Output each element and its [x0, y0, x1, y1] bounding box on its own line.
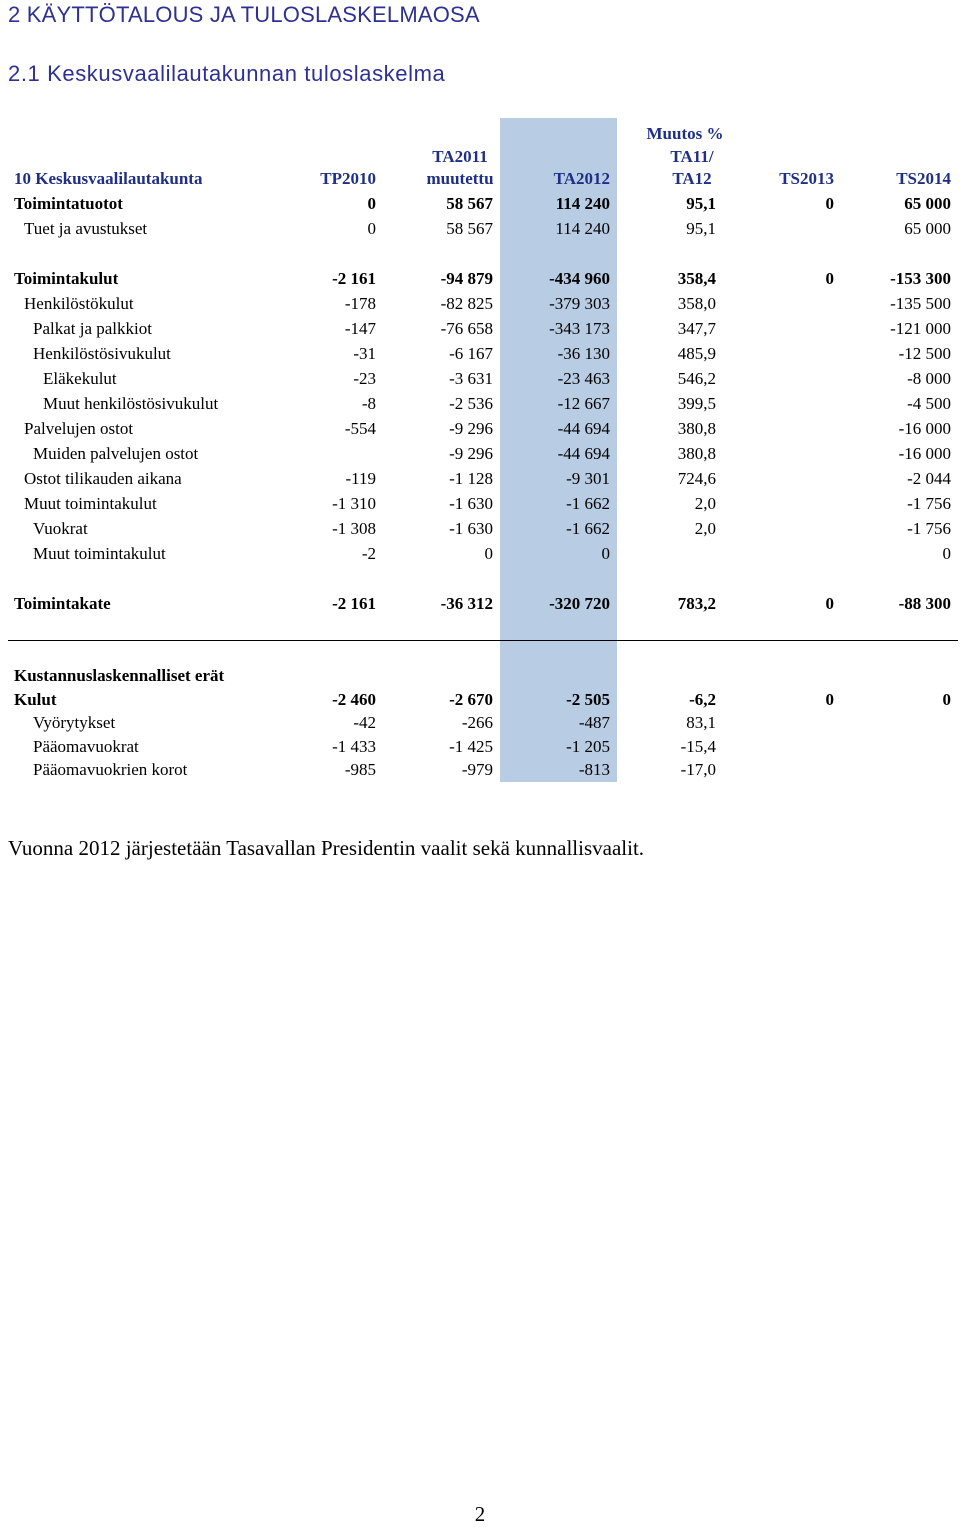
- page-number: 2: [474, 1502, 486, 1526]
- cell-tp2010: -985: [344, 760, 376, 779]
- header-ts2013: TS2013: [779, 169, 834, 188]
- cell-tp2010: 0: [367, 219, 376, 238]
- cell-muutos: 83,1: [686, 713, 716, 732]
- cell-ta2012: 0: [601, 544, 610, 563]
- header-muutos-line3: TA12: [672, 169, 712, 188]
- cell-ta2012: -343 173: [549, 319, 610, 338]
- cell-ta2012: -2 505: [566, 690, 610, 709]
- table-row: [0, 266, 960, 291]
- header-ta2012: TA2012: [553, 169, 610, 188]
- row-label: Muut henkilöstösivukulut: [43, 394, 219, 413]
- cell-ta2012: -434 960: [549, 269, 610, 288]
- cell-ta2011: -1 630: [449, 494, 493, 513]
- header-ta2011-line1: TA2011: [432, 147, 488, 166]
- header-muutos-line2: TA11/: [670, 147, 714, 166]
- cell-ts2014: 0: [942, 544, 951, 563]
- cell-tp2010: 0: [367, 194, 376, 213]
- cell-ta2012: -23 463: [557, 369, 610, 388]
- header-unit-label: 10 Keskusvaalilautakunta: [14, 169, 203, 188]
- row-label: Tuet ja avustukset: [24, 219, 148, 238]
- cell-ts2014: 0: [942, 690, 951, 709]
- cell-ta2011: -82 825: [440, 294, 493, 313]
- cell-ts2014: -16 000: [898, 419, 951, 438]
- cell-tp2010: -2 161: [332, 594, 376, 613]
- cell-ts2014: -2 044: [907, 469, 951, 488]
- row-label: Muut toimintakulut: [24, 494, 157, 513]
- row-label: Vuokrat: [33, 519, 88, 538]
- row-label: Henkilöstösivukulut: [33, 344, 171, 363]
- row-label: Kulut: [14, 690, 57, 709]
- cell-muutos: 2,0: [694, 519, 716, 538]
- table-row: [0, 491, 960, 516]
- cell-muutos: -17,0: [680, 760, 716, 779]
- row-label: Vyörytykset: [33, 713, 116, 732]
- cell-ta2011: -6 167: [449, 344, 493, 363]
- row-label: Muiden palvelujen ostot: [33, 444, 199, 463]
- cell-ta2012: -44 694: [557, 444, 610, 463]
- section-divider: [8, 640, 958, 641]
- cell-ta2012: -1 662: [566, 519, 610, 538]
- cell-ta2012: -44 694: [557, 419, 610, 438]
- table-row: [0, 541, 960, 566]
- document-heading: 2 KÄYTTÖTALOUS JA TULOSLASKELMAOSA: [8, 2, 480, 27]
- table-row-total: [0, 591, 960, 616]
- table-row: [0, 416, 960, 441]
- table-row: [0, 441, 960, 466]
- table-row: [0, 466, 960, 491]
- cell-ta2012: -487: [578, 713, 610, 732]
- row-label: Palkat ja palkkiot: [33, 319, 152, 338]
- cell-tp2010: -119: [345, 469, 376, 488]
- cell-tp2010: -1 308: [332, 519, 376, 538]
- cell-tp2010: -8: [361, 394, 376, 413]
- cell-tp2010: -42: [353, 713, 376, 732]
- cell-muutos: 2,0: [694, 494, 716, 513]
- cell-ta2011: -1 128: [449, 469, 493, 488]
- cell-ts2014: 65 000: [904, 219, 951, 238]
- cell-ts2013: 0: [825, 269, 834, 288]
- table-row: [0, 316, 960, 341]
- row-label: Palvelujen ostot: [24, 419, 134, 438]
- row-label: Henkilöstökulut: [24, 294, 134, 313]
- cell-muutos: 347,7: [677, 319, 716, 338]
- cell-muutos: 783,2: [677, 594, 716, 613]
- cell-muutos: 95,1: [686, 219, 716, 238]
- cell-muutos: 724,6: [677, 469, 716, 488]
- cell-ta2011: -9 296: [449, 444, 493, 463]
- table-row: [0, 366, 960, 391]
- cell-ta2011: -2 536: [449, 394, 493, 413]
- cell-ta2011: -9 296: [449, 419, 493, 438]
- cell-ts2014: -121 000: [890, 319, 951, 338]
- cell-ts2014: -153 300: [890, 269, 951, 288]
- cell-ta2011: -266: [461, 713, 493, 732]
- cell-ta2012: -1 662: [566, 494, 610, 513]
- row-label: Pääomavuokrat: [33, 737, 139, 756]
- cell-tp2010: -31: [353, 344, 376, 363]
- cell-ta2011: -76 658: [440, 319, 493, 338]
- cell-ts2014: -1 756: [907, 519, 951, 538]
- cell-muutos: 399,5: [677, 394, 716, 413]
- cell-ts2013: 0: [825, 594, 834, 613]
- cell-muutos: 358,0: [677, 294, 716, 313]
- cell-tp2010: -178: [344, 294, 376, 313]
- cell-ts2014: -8 000: [907, 369, 951, 388]
- cell-ts2013: 0: [825, 194, 834, 213]
- cell-ta2012: 114 240: [555, 219, 610, 238]
- cell-ta2012: -379 303: [549, 294, 610, 313]
- cell-ts2014: -4 500: [907, 394, 951, 413]
- cell-muutos: 95,1: [686, 194, 716, 213]
- cell-muutos: -6,2: [689, 690, 716, 709]
- cell-ta2011: -979: [461, 760, 493, 779]
- costs-row: [0, 688, 960, 712]
- footnote-text: Vuonna 2012 järjestetään Tasavallan Presidentin vaalit sekä kunnallisvaalit.: [8, 836, 645, 860]
- table-row: [0, 291, 960, 316]
- cell-tp2010: -147: [344, 319, 376, 338]
- cell-ts2014: 65 000: [904, 194, 951, 213]
- cell-ta2011: -1 630: [449, 519, 493, 538]
- cell-ts2014: -135 500: [890, 294, 951, 313]
- cell-ta2011: -1 425: [449, 737, 493, 756]
- cell-muutos: 380,8: [677, 444, 716, 463]
- header-muutos-line1: Muutos %: [646, 124, 724, 143]
- row-label: Pääomavuokrien korot: [33, 760, 188, 779]
- table-row: [0, 391, 960, 416]
- cell-ta2011: -3 631: [449, 369, 493, 388]
- cell-ta2012: -12 667: [557, 394, 610, 413]
- cell-ts2014: -1 756: [907, 494, 951, 513]
- row-label: Toimintatuotot: [14, 194, 123, 213]
- cell-tp2010: -1 433: [332, 737, 376, 756]
- cell-ts2013: 0: [825, 690, 834, 709]
- cell-ts2014: -12 500: [898, 344, 951, 363]
- header-ta2011-line2: muutettu: [426, 169, 494, 188]
- cell-ta2012: 114 240: [555, 194, 610, 213]
- cell-tp2010: -23: [353, 369, 376, 388]
- row-label: Muut toimintakulut: [33, 544, 166, 563]
- cell-ta2012: -9 301: [566, 469, 610, 488]
- costs-row: [0, 711, 960, 735]
- row-label: Ostot tilikauden aikana: [24, 469, 182, 488]
- cell-tp2010: -2 161: [332, 269, 376, 288]
- table-row: [0, 216, 960, 241]
- cell-ta2012: -1 205: [566, 737, 610, 756]
- cell-muutos: 546,2: [677, 369, 716, 388]
- cell-ta2012: -36 130: [557, 344, 610, 363]
- cell-ts2014: -88 300: [898, 594, 951, 613]
- cell-tp2010: -2: [361, 544, 376, 563]
- cell-muutos: 485,9: [677, 344, 716, 363]
- row-label: Toimintakate: [14, 594, 111, 613]
- costs-section-title: [0, 664, 960, 688]
- cell-ts2014: -16 000: [898, 444, 951, 463]
- cell-tp2010: -554: [344, 419, 376, 438]
- header-ts2014: TS2014: [896, 169, 951, 188]
- table-row: [0, 191, 960, 216]
- table-row: [0, 341, 960, 366]
- costs-row: [0, 758, 960, 782]
- cell-ta2012: -320 720: [549, 594, 610, 613]
- cell-ta2012: -813: [578, 760, 610, 779]
- row-label: Toimintakulut: [14, 269, 119, 288]
- costs-row: [0, 735, 960, 759]
- cell-ta2011: -2 670: [449, 690, 493, 709]
- cell-tp2010: -2 460: [332, 690, 376, 709]
- cell-ta2011: 58 567: [446, 219, 493, 238]
- cell-muutos: 380,8: [677, 419, 716, 438]
- row-label: Eläkekulut: [43, 369, 117, 388]
- row-label: Kustannuslaskennalliset erät: [14, 666, 225, 685]
- cell-ta2011: 58 567: [446, 194, 493, 213]
- section-subheading: 2.1 Keskusvaalilautakunnan tuloslaskelma: [8, 61, 446, 86]
- cell-muutos: -15,4: [680, 737, 716, 756]
- cell-ta2011: -36 312: [440, 594, 493, 613]
- cell-ta2011: 0: [484, 544, 493, 563]
- cell-ta2011: -94 879: [440, 269, 493, 288]
- cell-muutos: 358,4: [677, 269, 716, 288]
- header-tp2010: TP2010: [320, 169, 376, 188]
- cell-tp2010: -1 310: [332, 494, 376, 513]
- table-row: [0, 516, 960, 541]
